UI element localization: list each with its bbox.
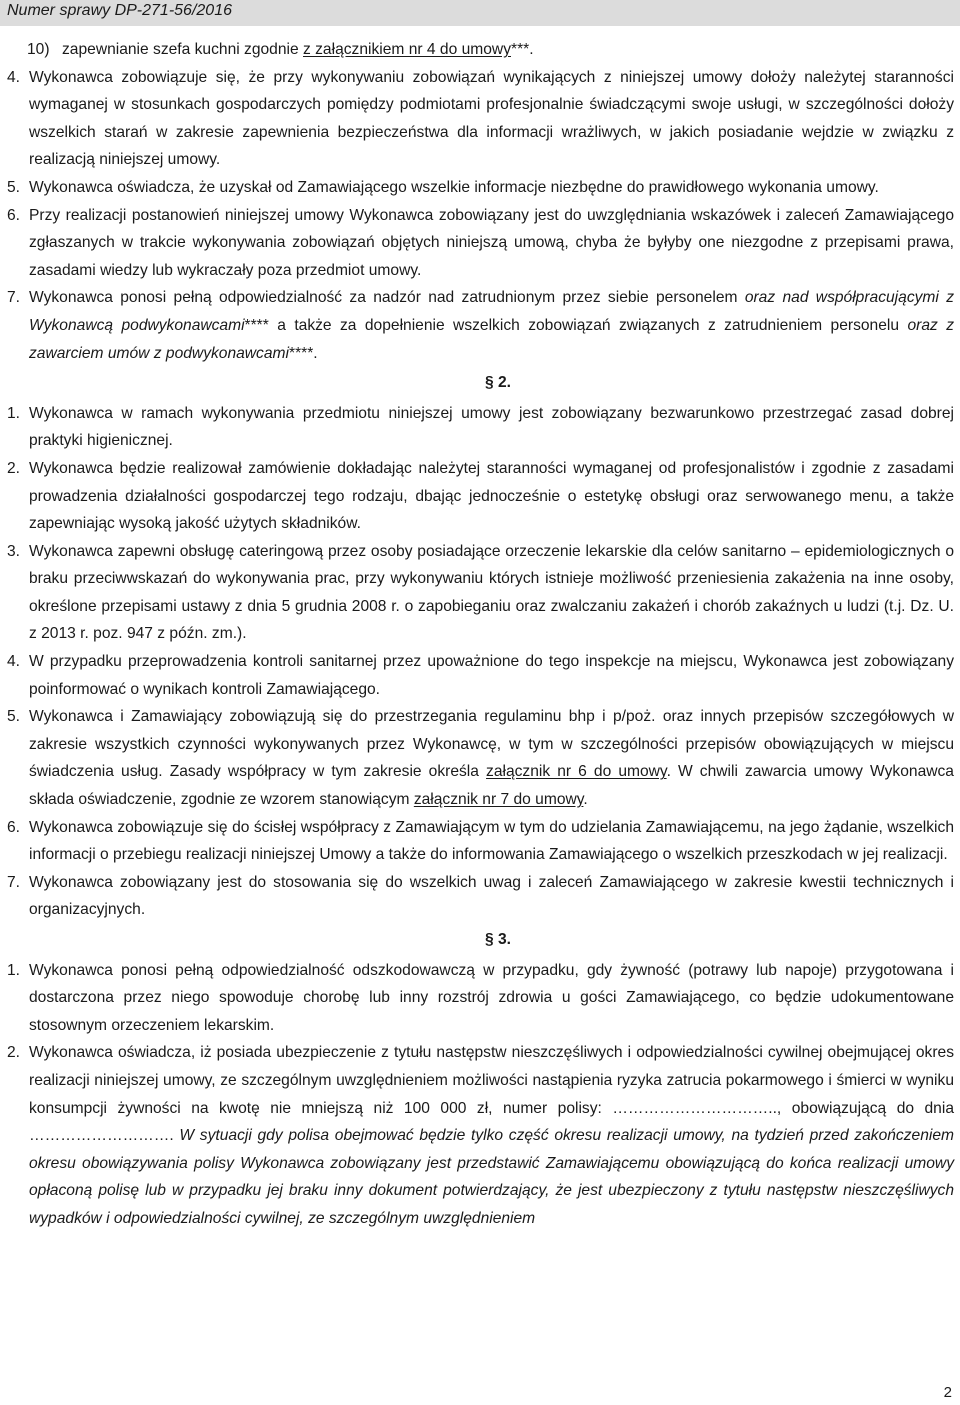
item-text: Wykonawca zobowiązuje się, że przy wykonywaniu zobowiązań wynikających z niniejszej umowy dołoży należytej staranności wymaganej w stosunkach gospodarczych pomiędzy podmiotami profesjonalnie świadczącymi swoje usługi, w szczególności dołoży wszelkich starań w zakresie zapewnienia bezpieczeństwa dla informacji wrażliwych, w jakich posiadanie wejdzie w związku z realizacją niniejszej umowy. [29, 68, 954, 169]
item-text: Wykonawca zobowiązuje się do ścisłej współpracy z Zamawiającym w tym do udzielania Zamawiającemu, na jego żądanie, wszelkich informacji o przebiegu realizacji niniejszej Umowy a także do informowania Zamawiającego o wszelkich przeszkodach w jej realizacji. [29, 818, 954, 864]
list-item [0, 400, 960, 455]
item-number: 6. [7, 818, 21, 836]
item-number: 3. [7, 542, 21, 560]
list-item [0, 36, 960, 64]
item-number: 2. [7, 1044, 21, 1062]
header-band [0, 0, 960, 26]
item-text: Wykonawca ponosi pełną odpowiedzialność za nadzór nad zatrudnionym przez siebie personelem [29, 289, 745, 307]
section-heading [0, 369, 960, 397]
section-heading [0, 926, 960, 954]
item-number: 4. [7, 653, 21, 671]
section-title: § 3. [484, 931, 511, 948]
item-text: Wykonawca zapewni obsługę cateringową przez osoby posiadające orzeczenie lekarskie dla celów sanitarno – epidemiologicznych o braku przeciwwskazań do wykonywania prac, przy wykonywaniu których istnieje możliwość przeniesienia zakażenia na inne osoby, określone przepisami ustawy z dnia 5 grudnia 2008 r. o zapobieganiu oraz zwalczaniu zakażeń i chorób zakaźnych u ludzi (t.j. Dz. U. z 2013 r. poz. 947 z późn. zm.). [29, 542, 954, 643]
item-number: 1. [7, 961, 21, 979]
item-number: 10) [27, 41, 50, 58]
list-item [0, 64, 960, 174]
list-item [0, 455, 960, 538]
item-italic: oraz nad współpracującymi z Wykonawcą podwykonawcami [29, 289, 954, 334]
list-item [0, 703, 960, 813]
item-number: 1. [7, 404, 21, 422]
list-item [0, 202, 960, 285]
list-item [0, 174, 960, 202]
list-item [0, 648, 960, 703]
item-italic: oraz z zawarciem umów z podwykonawcami [29, 316, 954, 362]
item-number: 2. [7, 459, 21, 477]
item-text: **** a także za dopełnienie wszelkich zobowiązań związanych z zatrudnieniem personelu [244, 316, 908, 334]
item-text: Przy realizacji postanowień niniejszej umowy Wykonawca zobowiązany jest do uwzględniania wskazówek i zaleceń Zamawiającego zgłaszanych w trakcie wykonywania zobowiązań objętych niniejszą umową, chyba że byłyby one niezgodne z przepisami prawa, zasadami wiedzy lub wykraczały poza przedmiot umowy. [29, 206, 954, 279]
list-item [0, 538, 960, 648]
page-number: 2 [943, 1384, 952, 1401]
item-tail: ***. [511, 41, 534, 58]
list-item [0, 957, 960, 1040]
item-italic: W sytuacji gdy polisa obejmować będzie tylko część okresu realizacji umowy, na tydzień przed zakończeniem okresu obowiązywania polisy Wykonawca zobowiązany jest przedstawić Zamawiającemu obowiązującą do końca realizacji umowy opłaconą polisę lub w przypadku jej braku inny dokument potwierdzający, że jest ubezpieczony z tytułu następstw nieszczęśliwych wypadków i odpowiedzialności cywilnej, ze szczególnym uwzględnieniem [29, 1127, 954, 1227]
item-number: 5. [7, 178, 21, 196]
list-item [0, 869, 960, 924]
item-text: Wykonawca i Zamawiający zobowiązują się do przestrzegania regulaminu bhp i p/poż. oraz innych przepisów szczegółowych w zakresie wszystkich czynności wykonywanych przez Wykonawcę, w tym w szczególności przepisów obowiązujących w miejscu świadczenia usług. Zasady współpracy w tym zakresie określa [29, 708, 954, 781]
item-text: . W chwili zawarcia umowy Wykonawca składa oświadczenie, zgodnie ze wzorem stanowiącym [29, 763, 954, 809]
list-item [0, 284, 960, 367]
annex-link: z załącznikiem nr 4 do umowy [303, 41, 511, 58]
item-number: 7. [7, 873, 21, 891]
annex-link: załącznik nr 7 do umowy [413, 791, 584, 809]
item-text: W przypadku przeprowadzenia kontroli sanitarnej przez upoważnione do tego inspekcje na miejscu, Wykonawca jest zobowiązany poinformować o wynikach kontroli Zamawiającego. [29, 653, 954, 698]
item-text: zapewnianie szefa kuchni zgodnie [62, 41, 303, 58]
document-body [0, 36, 960, 1233]
item-text: Wykonawca oświadcza, iż posiada ubezpieczenie z tytułu następstw nieszczęśliwych i odpowiedzialności cywilnej obejmującej okres realizacji niniejszej umowy, ze szczególnym uwzględnieniem możliwości nastąpienia ryzyka zatrucia pokarmowego i śmierci w wyniku konsumpcji żywności na kwotę nie mniejszą niż 100 000 zł, numer polisy: ………………………….., obowiązującą do dnia ………………………. [29, 1044, 954, 1145]
item-text: Wykonawca oświadcza, że uzyskał od Zamawiającego wszelkie informacje niezbędne do prawidłowego wykonania umowy. [29, 178, 879, 196]
annex-link: załącznik nr 6 do umowy [486, 763, 667, 781]
item-text: Wykonawca ponosi pełną odpowiedzialność odszkodowawczą w przypadku, gdy żywność (potrawy lub napoje) przygotowana i dostarczona przez niego spowoduje chorobę lub inny rozstrój zdrowia u gości Zamawiającego, co będzie udokumentowane stosownym orzeczeniem lekarskim. [29, 961, 954, 1034]
section-title: § 2. [484, 374, 511, 392]
case-number: Numer sprawy DP-271-56/2016 [7, 2, 232, 19]
list-item [0, 814, 960, 869]
item-text: Wykonawca w ramach wykonywania przedmiotu niniejszej umowy jest zobowiązany bezwarunkowo przestrzegać zasad dobrej praktyki higienicznej. [29, 404, 954, 450]
item-number: 5. [7, 708, 21, 726]
item-text: Wykonawca zobowiązany jest do stosowania się do wszelkich uwag i zaleceń Zamawiającego w zakresie kwestii technicznych i organizacyjnych. [29, 873, 954, 919]
item-text: ****. [289, 344, 318, 362]
item-number: 6. [7, 206, 21, 224]
item-number: 7. [7, 289, 21, 307]
item-text: Wykonawca będzie realizował zamówienie dokładając należytej staranności wymaganej od profesjonalistów i zgodnie z zasadami prowadzenia działalności gospodarczej tego rodzaju, dbając jednocześnie o estetykę obsługi oraz serwowanego menu, a także zapewniając wysoką jakość użytych składników. [29, 459, 954, 533]
item-text: . [583, 791, 588, 809]
item-number: 4. [7, 68, 21, 86]
list-item [0, 1039, 960, 1232]
